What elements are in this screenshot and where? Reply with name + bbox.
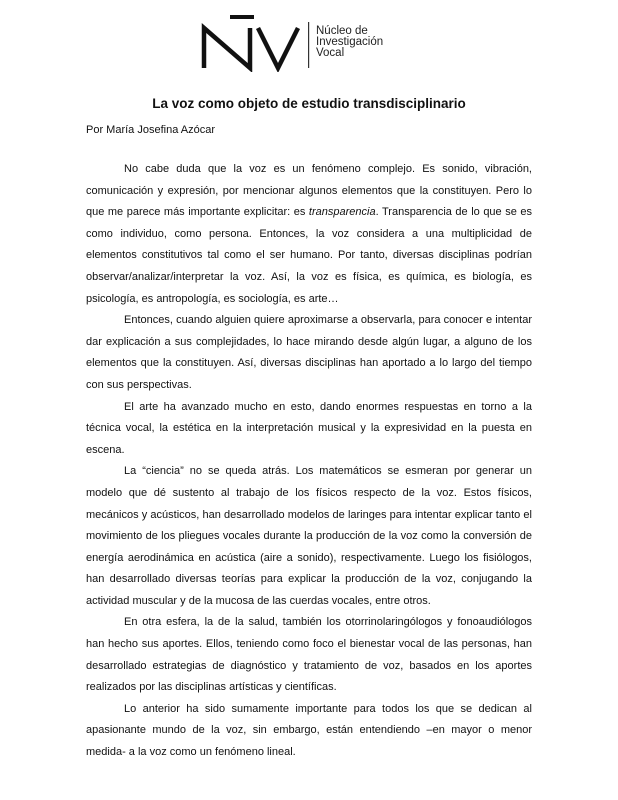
logo-wordmark	[316, 26, 383, 59]
paragraph-6: Lo anterior ha sido sumamente importante para todos los que se dedican al apasionante mundo de la voz, sin embargo, están entendiendo –en mayor o menor medida- a la voz como un fenómeno lineal.	[86, 702, 532, 759]
nv-logo-mark	[200, 12, 312, 72]
paragraph-1: No cabe duda que la voz es un fenómeno complejo. Es sonido, vibración, comunicación y expresión, por mencionar algunos elementos que la constituyen. Pero lo que me parece más importante explicitar: es transparencia. Transparencia de lo que se es como individuo, como persona. Entonces, la voz considera a una multiplicidad de elementos constitutivos tal como el ser humano. Por tanto, diversas disciplinas podrían observar/analizar/interpretar la voz. Así, la voz es física, es química, es biología, es psicología, es antropología, es sociología, es arte…	[86, 163, 532, 305]
document-body	[86, 159, 532, 764]
logo-line-3: Vocal	[316, 47, 345, 59]
logo	[200, 12, 400, 72]
paragraph-2: Entonces, cuando alguien quiere aproximarse a observarla, para conocer e intentar dar explicación a sus complejidades, lo hace mirando desde algún lugar, a alguno de los elementos que la constituyen. Así, diversas disciplinas han aportado a lo largo del tiempo con sus perspectivas.	[86, 314, 532, 391]
paragraph-5: En otra esfera, la de la salud, también los otorrinolaringólogos y fonoaudiólogos han hecho sus aportes. Ellos, teniendo como foco el bienestar vocal de las personas, han desarrollado estrategias de diagnóstico y tratamiento de voz, basados en los aportes realizados por las disciplinas artísticas y científicas.	[86, 616, 532, 694]
paragraph-4: La “ciencia” no se queda atrás. Los matemáticos se esmeran por generar un modelo que dé sustento al trabajo de los físicos respecto de la voz. Estos físicos, mecánicos y acústicos, han desarrollado modelos de laringes para intentar explicar tanto el movimiento de los pliegues vocales durante la producción de la voz como la conversión de energía aerodinámica en acústica (aire a sonido), respectivamente. Luego los fisiólogos, han desarrollado diversas teorías para explicar la producción de la voz, conjugando la actividad muscular y de la mucosa de las cuerdas vocales, entre otros.	[86, 465, 532, 607]
document-title: La voz como objeto de estudio transdisciplinario	[152, 96, 466, 111]
logo-line-2: Investigación	[316, 36, 384, 48]
logo-line-1: Núcleo de	[316, 25, 368, 37]
emphasis-transparencia: transparencia	[308, 206, 376, 219]
document-author: Por María Josefina Azócar	[86, 124, 216, 136]
paragraph-3: El arte ha avanzado mucho en esto, dando enormes respuestas en torno a la técnica vocal, la estética en la interpretación musical y la expresividad en la puesta en escena.	[86, 400, 532, 456]
